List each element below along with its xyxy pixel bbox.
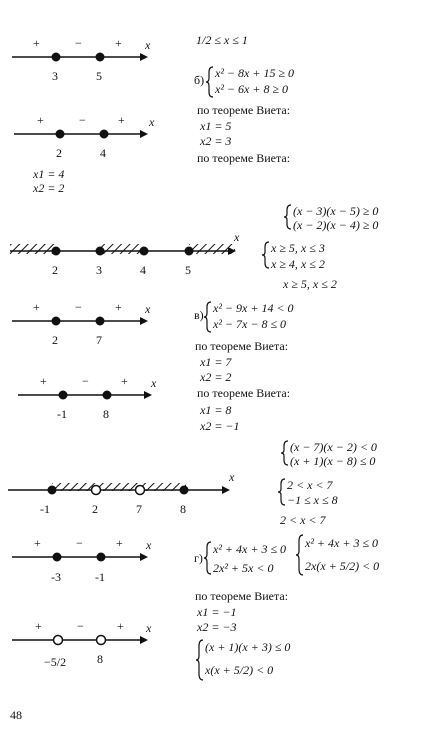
sign-plus: + [33, 300, 40, 314]
tick-label: 4 [140, 263, 146, 277]
system-c-line2: x² − 7x − 8 ≤ 0 [213, 317, 287, 331]
point-8 [103, 391, 112, 400]
axis-label: x [146, 621, 152, 635]
tick-label: 2 [56, 146, 62, 160]
point-2 [52, 247, 61, 256]
tick-label: -1 [57, 407, 67, 421]
root-x2: x2 = 2 [33, 181, 65, 195]
point-3 [96, 247, 105, 256]
tick-label: 8 [97, 652, 103, 666]
conditions-b-line1: x ≥ 5, x ≤ 3 [271, 241, 325, 255]
tick-label: 8 [180, 502, 186, 516]
point-4 [140, 247, 149, 256]
sign-plus: + [116, 536, 123, 550]
axis-label: x [145, 302, 151, 316]
answer-a: 1/2 ≤ x ≤ 1 [196, 33, 248, 47]
tick-label: 3 [96, 263, 102, 277]
sign-minus: − [76, 536, 83, 550]
system-b-line2: x² − 6x + 8 ≥ 0 [215, 82, 289, 96]
point-7 [96, 317, 105, 326]
sign-minus: − [75, 300, 82, 314]
system-d-line2: 2x² + 5x < 0 [213, 561, 274, 575]
sign-plus: + [115, 300, 122, 314]
page-number: 48 [10, 708, 22, 722]
vieta-text: по теореме Виета: [195, 339, 289, 353]
label-c: в) [194, 308, 204, 322]
tick-label: -1 [40, 502, 50, 516]
system-d-line1: x² + 4x + 3 ≤ 0 [213, 542, 287, 556]
tick-label: 2 [92, 502, 98, 516]
system-d-line4: 2x(x + 5/2) < 0 [305, 559, 380, 573]
vieta-text: по теореме Виета: [195, 589, 289, 603]
tick-label: -3 [51, 570, 61, 584]
conditions-b-line2: x ≥ 4, x ≤ 2 [271, 257, 325, 271]
number-line-8 [12, 636, 148, 645]
tick-label: 7 [136, 502, 142, 516]
root-x2: x2 = 2 [200, 370, 232, 384]
point--1 [97, 553, 106, 562]
factored-d-line1: (x + 1)(x + 3) ≤ 0 [205, 640, 291, 654]
label-d: г) [194, 551, 203, 565]
answer-b: x ≥ 5, x ≤ 2 [283, 277, 337, 291]
number-line-2 [14, 130, 148, 139]
point-4 [100, 130, 109, 139]
number-line-1 [12, 53, 148, 62]
sign-plus: + [34, 536, 41, 550]
answer-c: 2 < x < 7 [280, 513, 326, 527]
point-7 [136, 486, 145, 495]
root-x2: x2 = −3 [197, 620, 237, 634]
point-8 [180, 486, 189, 495]
point--1 [59, 391, 68, 400]
number-line-4 [12, 317, 148, 326]
number-line-7 [12, 553, 148, 562]
sign-plus: + [37, 113, 44, 127]
vieta-text: по теореме Виета: [197, 103, 291, 117]
system-b-line1: x² − 8x + 15 ≥ 0 [215, 66, 295, 80]
factored-c-line1: (x − 7)(x − 2) < 0 [290, 440, 377, 454]
sign-plus: + [117, 619, 124, 633]
root-x1: x1 = 7 [200, 355, 232, 369]
number-line-5 [18, 391, 152, 400]
axis-label: x [234, 230, 240, 244]
vieta-text: по теореме Виета: [197, 151, 291, 165]
point-3 [52, 53, 61, 62]
sign-minus: − [77, 619, 84, 633]
tick-label: 3 [52, 69, 58, 83]
axis-label: x [146, 538, 152, 552]
factored-d-line2: x(x + 5/2) < 0 [205, 663, 274, 677]
root-x1: x1 = 8 [200, 403, 232, 417]
tick-label: 5 [96, 69, 102, 83]
conditions-c-line2: −1 ≤ x ≤ 8 [287, 493, 338, 507]
conditions-c-line1: 2 < x < 7 [287, 478, 333, 492]
sign-plus: + [121, 374, 128, 388]
point-8 [97, 636, 106, 645]
point-5 [96, 53, 105, 62]
point--1 [48, 486, 57, 495]
tick-label: 2 [52, 333, 58, 347]
sign-minus: − [75, 36, 82, 50]
tick-label: 2 [52, 263, 58, 277]
sign-plus: + [33, 36, 40, 50]
point-5 [185, 247, 194, 256]
axis-label: x [145, 38, 151, 52]
point-2 [56, 130, 65, 139]
sign-plus: + [35, 619, 42, 633]
number-line-3 [10, 244, 236, 256]
sign-plus: + [115, 36, 122, 50]
point-2 [52, 317, 61, 326]
vieta-text: по теореме Виета: [197, 386, 291, 400]
tick-label: 5 [185, 263, 191, 277]
point-2 [92, 486, 101, 495]
root-x1: x1 = 4 [33, 167, 65, 181]
sign-plus: + [40, 374, 47, 388]
number-line-6 [8, 483, 230, 495]
root-x1: x1 = 5 [200, 119, 232, 133]
sign-plus: + [118, 113, 125, 127]
root-x2: x2 = 3 [200, 134, 232, 148]
axis-label: x [151, 376, 157, 390]
factored-c-line2: (x + 1)(x − 8) ≤ 0 [290, 454, 376, 468]
sign-minus: − [82, 374, 89, 388]
tick-label: 8 [103, 407, 109, 421]
tick-label: 7 [96, 333, 102, 347]
sign-minus: − [79, 113, 86, 127]
point--3 [53, 553, 62, 562]
system-c-line1: x² − 9x + 14 < 0 [213, 301, 294, 315]
axis-label: x [229, 470, 235, 484]
axis-label: x [149, 115, 155, 129]
factored-b-line2: (x − 2)(x − 4) ≥ 0 [293, 218, 379, 232]
tick-label: −5/2 [44, 655, 67, 669]
tick-label: 4 [100, 146, 106, 160]
factored-b-line1: (x − 3)(x − 5) ≥ 0 [293, 204, 379, 218]
system-d-line3: x² + 4x + 3 ≤ 0 [305, 536, 379, 550]
tick-label: -1 [95, 570, 105, 584]
label-b: б) [194, 73, 205, 87]
root-x2: x2 = −1 [200, 419, 240, 433]
point--5-2 [54, 636, 63, 645]
root-x1: x1 = −1 [197, 605, 237, 619]
